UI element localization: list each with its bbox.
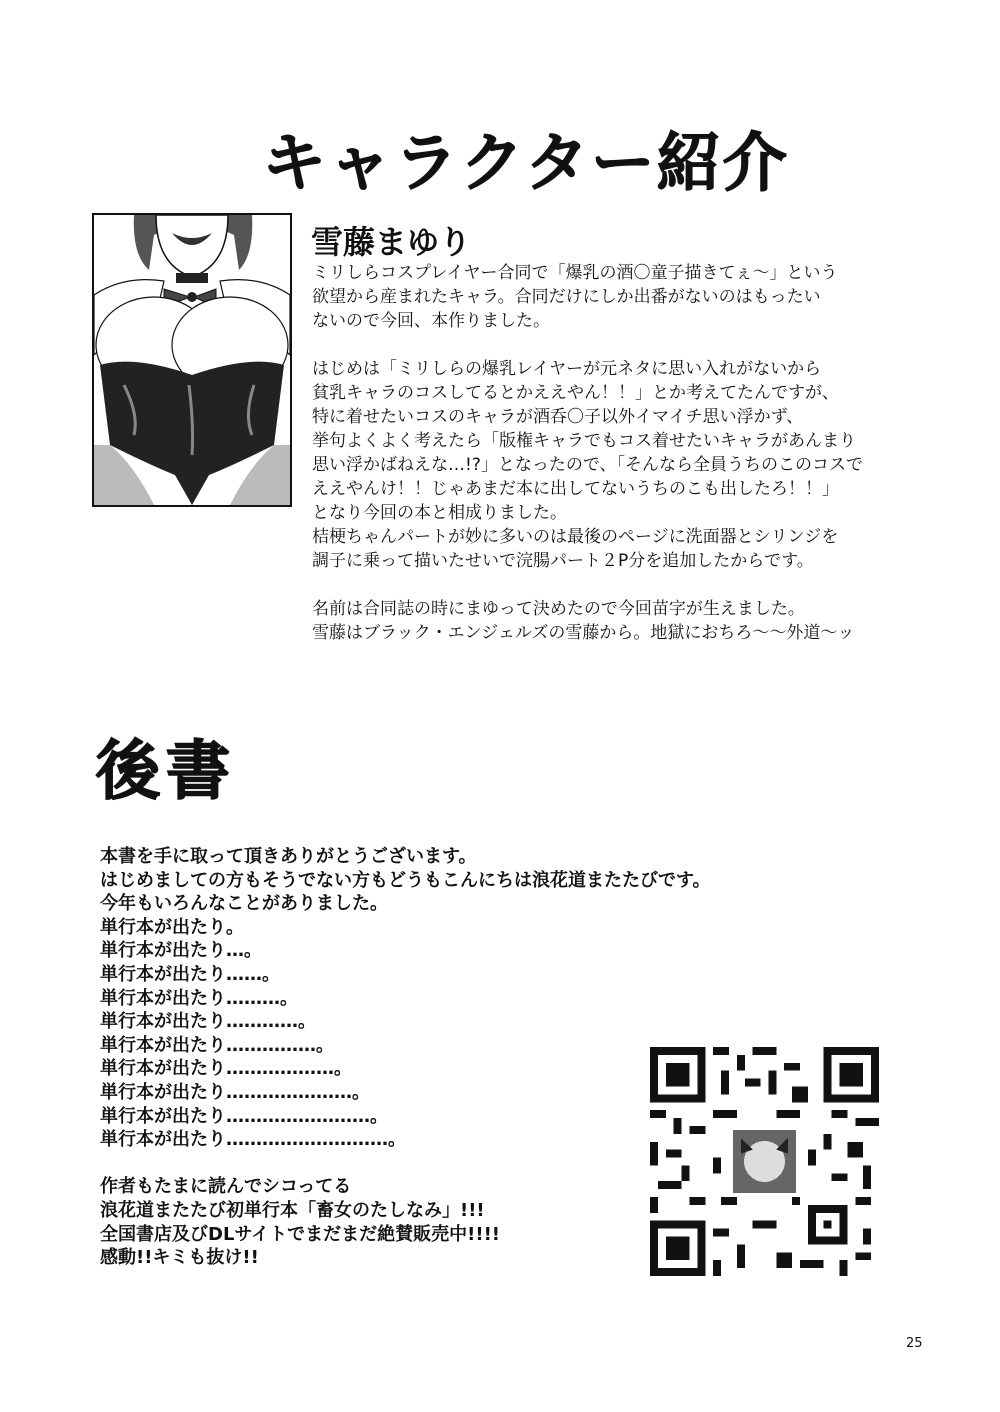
afterword-line: 単行本が出たり…………………。	[100, 1081, 370, 1103]
afterword-line: 単行本が出たり………………………。	[100, 1129, 406, 1151]
description-line: 雪藤はブラック・エンジェルズの雪藤から。地獄におちろ～～外道～ッ	[312, 623, 855, 643]
afterword-title: 後書	[96, 735, 236, 809]
afterword-line: 全国書店及びDLサイトでまだまだ絶賛販売中!!!!	[100, 1223, 500, 1245]
description-line: ええやんけ！！じゃあまだ本に出してないうちのこも出したろ！！」	[312, 479, 839, 499]
description-line: 名前は合同誌の時にまゆって決めたので今回苗字が生えました。	[312, 599, 805, 619]
afterword-line: はじめましての方もそうでない方もどうもこんにちは浪花道またたびです。	[100, 869, 711, 891]
character-name: 雪藤まゆり	[311, 223, 472, 261]
afterword-line: 単行本が出たり………。	[100, 987, 298, 1009]
description-line: ないので今回、本作りました。	[312, 311, 550, 331]
description-line: 桔梗ちゃんパートが妙に多いのは最後のページに洗面器とシリンジを	[312, 527, 839, 547]
description-line: はじめは「ミリしらの爆乳レイヤーが元ネタに思い入れがないから	[312, 359, 822, 379]
afterword-line: 単行本が出たり……。	[100, 963, 280, 985]
page-number: 25	[906, 1336, 923, 1351]
afterword-line: 本書を手に取って頂きありがとうございます。	[100, 846, 477, 867]
afterword-line: 今年もいろんなことがありました。	[100, 893, 388, 915]
description-line: ミリしらコスプレイヤー合同で「爆乳の酒〇童子描きてぇ～」という	[312, 263, 838, 283]
afterword-line: 単行本が出たり………………。	[100, 1058, 352, 1080]
afterword-line: 作者もたまに読んでシコってる	[100, 1176, 352, 1198]
afterword-line: 単行本が出たり。	[100, 916, 244, 938]
description-line: 挙句よくよく考えたら「版権キャラでもコス着せたいキャラがあんまり	[312, 431, 856, 451]
afterword-line: 単行本が出たり…………。	[100, 1011, 316, 1033]
character-illustration	[92, 213, 292, 507]
afterword-line: 単行本が出たり……………………。	[100, 1105, 388, 1127]
description-line: 思い浮かばねえな…!?」となったので、「そんなら全員うちのこのコスで	[312, 455, 863, 475]
afterword-line: 浪花道またたび初単行本「畜女のたしなみ」!!!	[100, 1199, 485, 1221]
qr-code[interactable]	[650, 1047, 879, 1276]
description-line: 調子に乗って描いたせいで浣腸パート２P分を追加したからです。	[312, 551, 814, 571]
afterword-line: 単行本が出たり…。	[100, 940, 262, 962]
page-title: キャラクター紹介	[262, 127, 789, 201]
description-line: 欲望から産まれたキャラ。合同だけにしか出番がないのはもったい	[312, 287, 821, 307]
afterword-line: 単行本が出たり……………。	[100, 1034, 334, 1056]
description-line: 特に着せたいコスのキャラが酒呑〇子以外イマイチ思い浮かず、	[312, 407, 804, 427]
description-line: となり今回の本と相成りました。	[312, 503, 567, 523]
afterword-line: 感動!!キミも抜け!!	[100, 1247, 259, 1269]
description-line: 貧乳キャラのコスしてるとかええやん！！」とか考えてたんですが、	[312, 383, 839, 403]
character-description	[312, 261, 962, 645]
